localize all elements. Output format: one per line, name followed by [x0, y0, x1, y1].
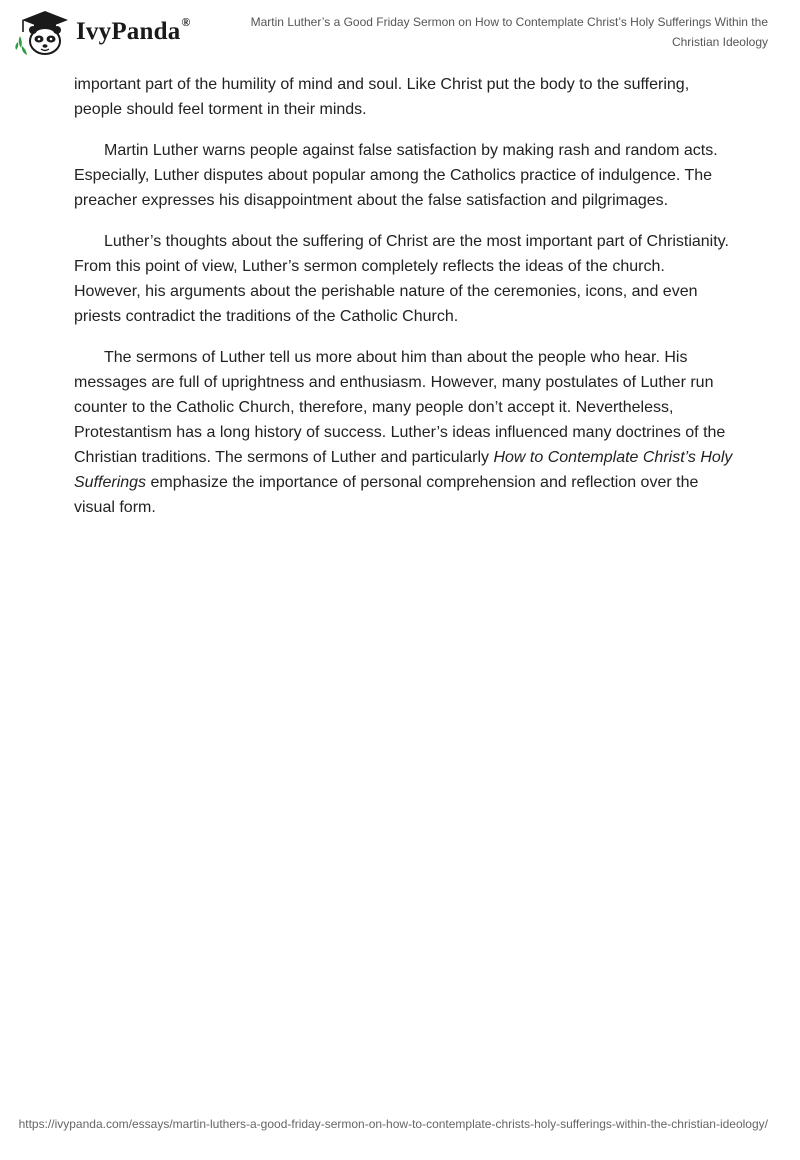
sermon-title-italic: How to Contemplate Christ’s Holy Sufferings: [74, 449, 733, 491]
essay-body: [74, 72, 734, 536]
paragraph-continuation: important part of the humility of mind and soul. Like Christ put the body to the suffering, people should feel torment in their minds.: [74, 76, 690, 118]
logo-wordmark: IvyPanda®: [76, 14, 191, 45]
paragraph-suffering-of-christ: Luther’s thoughts about the suffering of Christ are the most important part of Christianity. From this point of view, Luther’s sermon completely reflects the ideas of the church. However, his arguments about the perishable nature of the ceremonies, icons, and even priests contradict the traditions of the Catholic Church.: [74, 233, 729, 325]
panda-graduate-icon: [14, 8, 76, 58]
document-title: Martin Luther’s a Good Friday Sermon on How to Contemplate Christ’s Holy Sufferings Within the Christian Ideology: [250, 15, 768, 49]
conclusion-text-start: The sermons of Luther tell us more about him than about the people who hear. His messages are full of uprightness and enthusiasm. However, many postulates of Luther run counter to the Catholic Church, therefore, many people don’t accept it. Nevertheless, Protestantism has a long history of success. Luther’s ideas influenced many doctrines of the Christian traditions. The sermons of Luther and particularly: [74, 349, 726, 466]
page-header: [0, 0, 800, 70]
source-url[interactable]: https://ivypanda.com/essays/martin-luthers-a-good-friday-sermon-on-how-to-contemplate-christs-holy-sufferings-within-the-christian-ideology/: [18, 1117, 768, 1131]
ivypanda-logo[interactable]: [14, 8, 204, 58]
paragraph-conclusion: [74, 345, 734, 520]
conclusion-text-end: emphasize the importance of personal comprehension and reflection over the visual form.: [74, 474, 699, 516]
paragraph-false-satisfaction: Martin Luther warns people against false satisfaction by making rash and random acts. Especially, Luther disputes about popular among the Catholics practice of indulgence. The preacher expresses his disappointment about the false satisfaction and pilgrimages.: [74, 142, 718, 209]
